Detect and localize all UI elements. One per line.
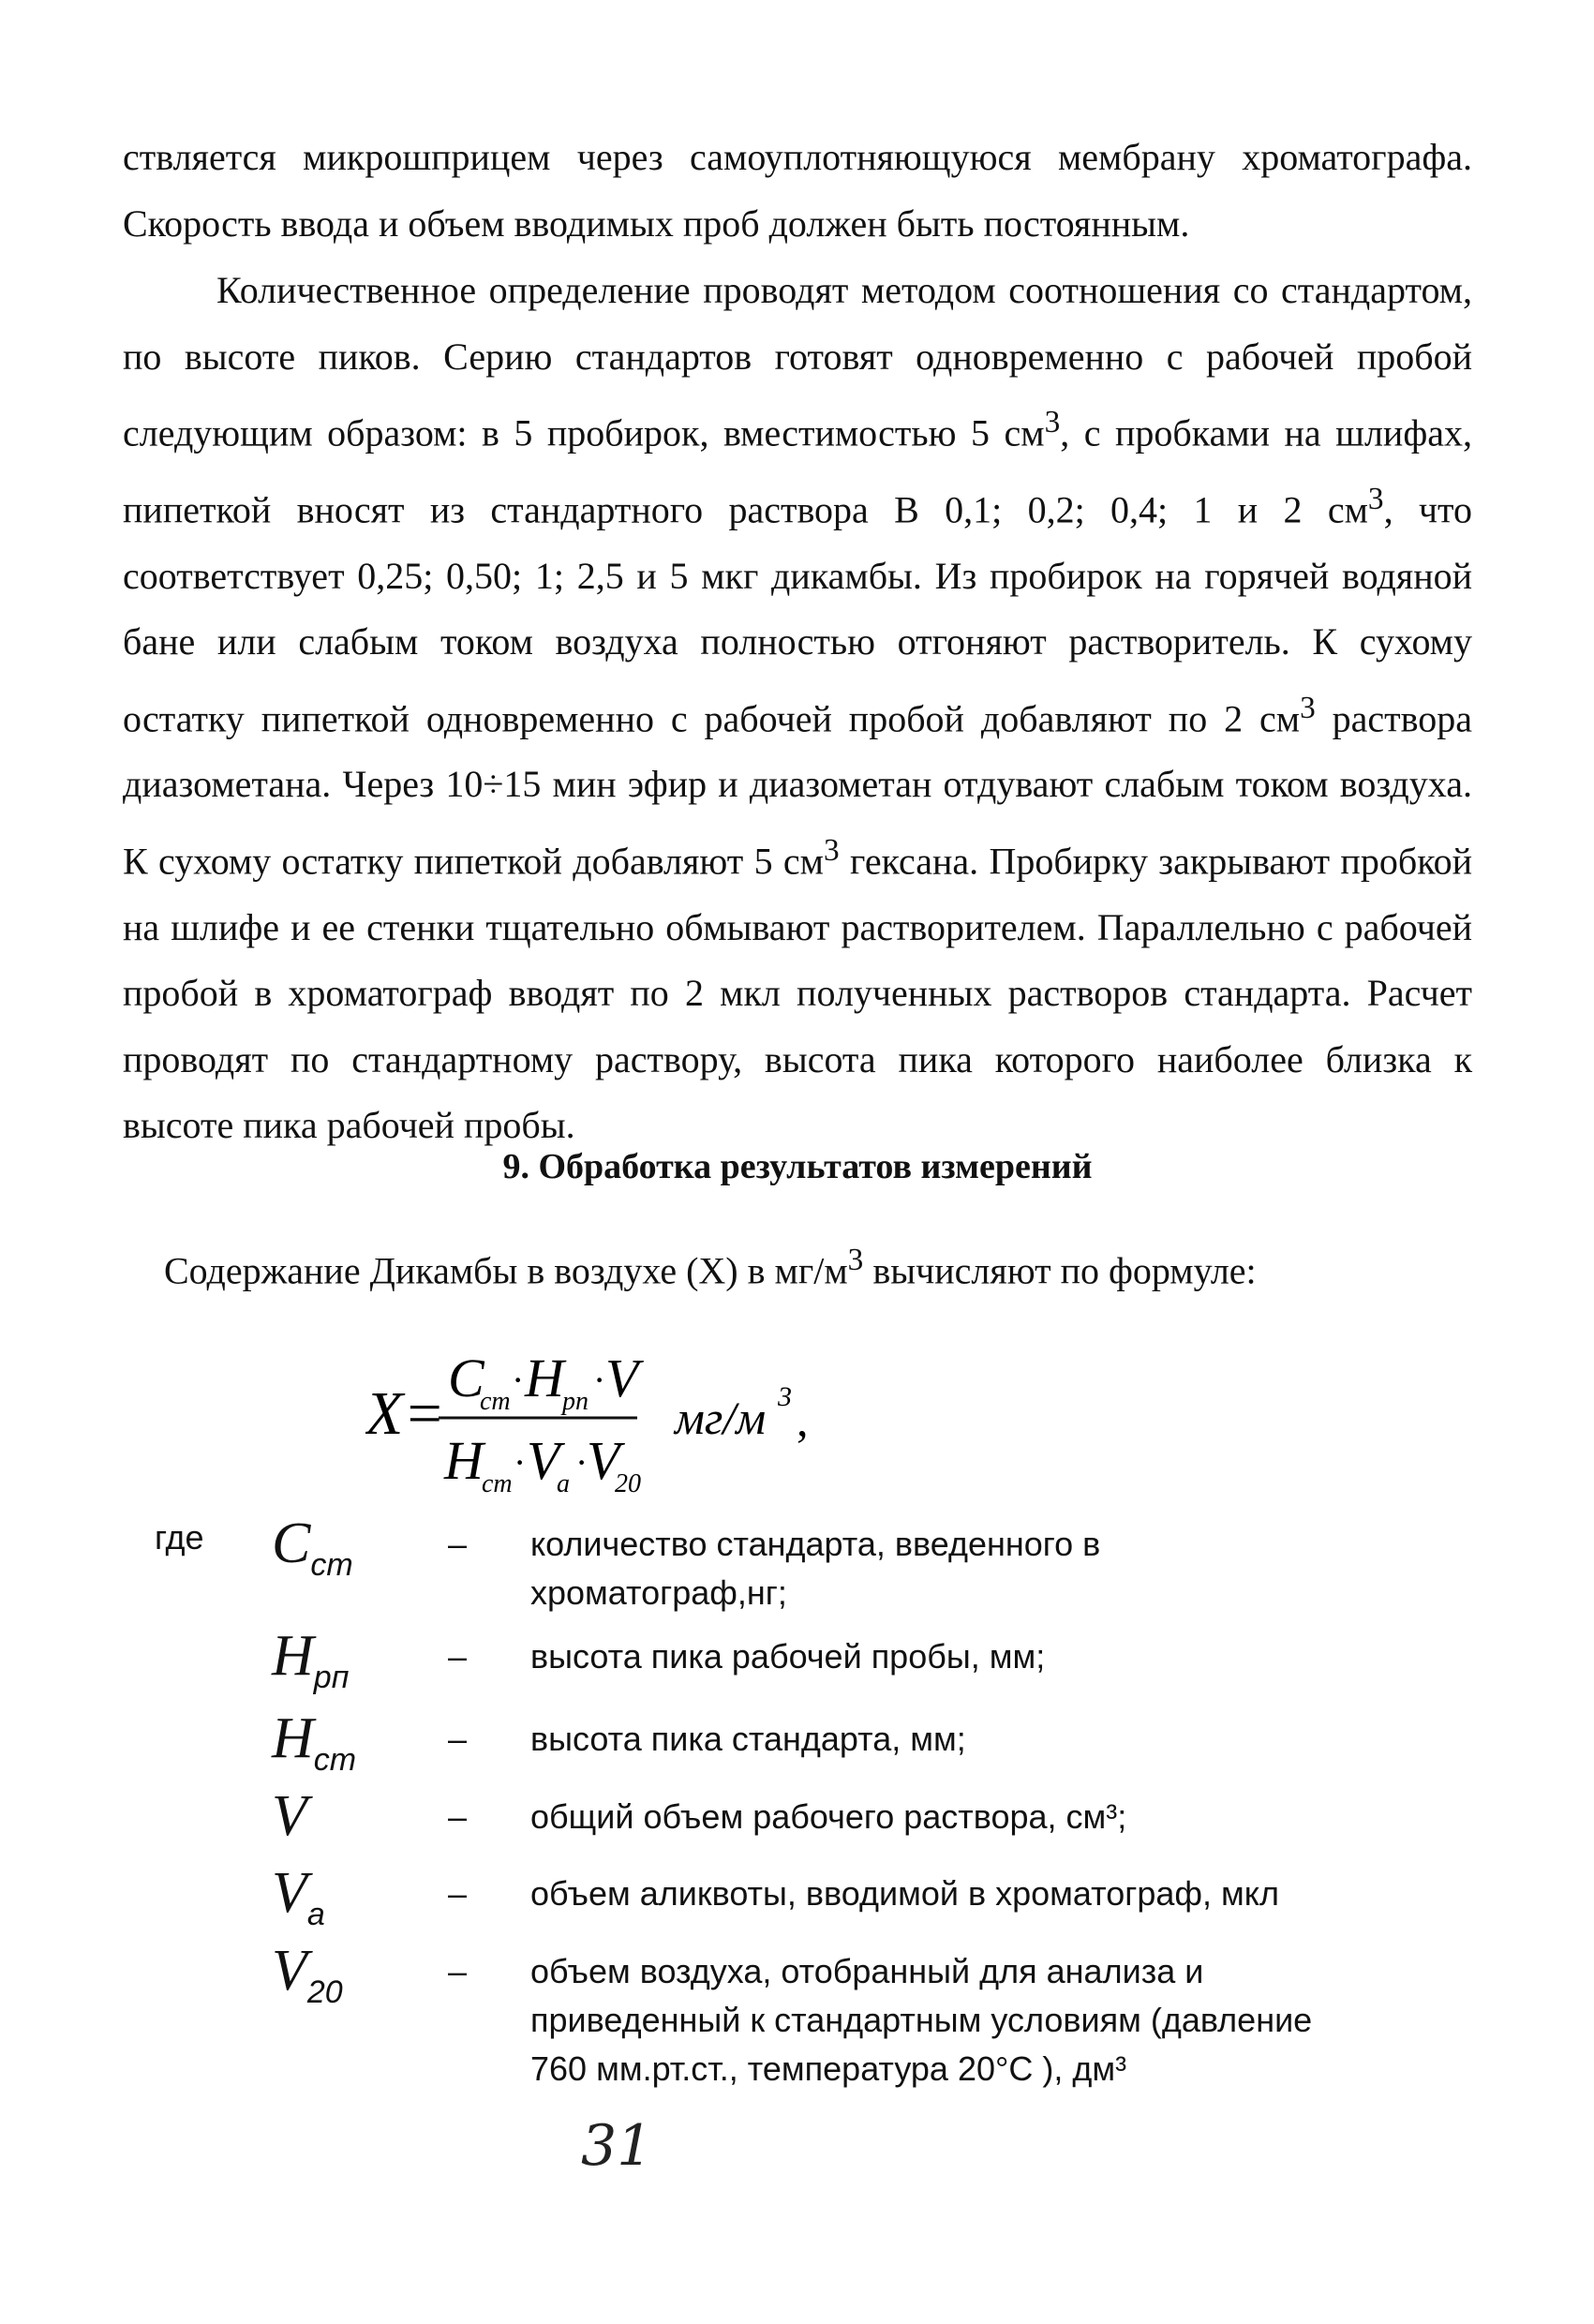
symbol-h-rp: $H_{рп}$ <box>272 1624 350 1695</box>
formula-unit-sup: 3 <box>778 1381 792 1412</box>
definition-text: высота пика стандарта, мм; <box>530 1720 966 1758</box>
definition-text: объем аликвоты, вводимой в хроматограф, мкл <box>530 1874 1279 1913</box>
paragraph-intro: ствляется микрошприцем через самоуплотняющуюся мембрану хроматографа. Скорость ввода и объем вводимых проб должен быть постоянным. <box>123 136 1472 245</box>
where-label: где <box>155 1518 204 1557</box>
num-V: V <box>605 1348 639 1408</box>
definition-dash: – <box>448 1952 468 1990</box>
lead-text-b: вычисляют по формуле: <box>863 1249 1257 1292</box>
section-heading: 9. Обработка результатов измерений <box>502 1147 1093 1186</box>
num-H: H <box>525 1348 564 1408</box>
num-H-sub: рп <box>562 1387 588 1416</box>
den-dot-2: · <box>575 1441 588 1483</box>
definition-dash: – <box>448 1525 468 1563</box>
definition-dash: – <box>448 1797 468 1836</box>
para-text-c: , что соответствует 0,25; 0,50; 1; 2,5 и 5 мкг дикамбы. Из пробирок на горячей водяной бане или слабым током воздуха полностью отгоняют растворитель. К сухому остатку пипеткой одновременно с рабочей пробой добавляют по 2 см <box>123 488 1472 739</box>
symbol-h-st: $H_{ст}$ <box>272 1706 357 1778</box>
para-text-d: раствора диазометана. Через 10÷15 мин эфир и диазометан отдувают слабым током воздуха. К сухому остатку пипеткой добавляют 5 см <box>123 696 1473 883</box>
page-number: 31 <box>581 2113 653 2179</box>
den-dot-1: · <box>514 1441 527 1483</box>
para-text-e: гексана. Пробирку закрывают пробкой на шлифе и ее стенки тщательно обмывают растворителем. Параллельно с рабочей пробой в хроматограф вводят по 2 мкл полученных растворов стандарта. Расчет проводят по стандартному раствору, высота пика которого наиболее близка к высоте пика рабочей пробы. <box>123 840 1472 1147</box>
superscript-3: 3 <box>823 832 840 868</box>
superscript-3: 3 <box>1367 481 1384 516</box>
num-C-sub: ст <box>480 1387 511 1416</box>
definition-text: высота пика рабочей пробы, мм; <box>530 1637 1046 1676</box>
paragraph-quantitative-method <box>123 258 1472 1159</box>
symbol-v-20: $V_{20}$ <box>272 1939 343 2010</box>
superscript-3: 3 <box>1300 690 1316 725</box>
symbol-v: V <box>272 1784 307 1848</box>
definition-text: количество стандарта, введенного в хроматограф,нг; <box>530 1525 1101 1612</box>
definition-dash: – <box>448 1637 468 1676</box>
den-V20-sub: 20 <box>615 1469 641 1498</box>
symbol-c-st: $C_{ст}$ <box>272 1512 353 1583</box>
definition-text: общий объем рабочего раствора, см³; <box>530 1797 1127 1836</box>
den-H-sub: ст <box>482 1469 513 1498</box>
para-text-a: Количественное определение проводят методом соотношения со стандартом, по высоте пиков. Серию стандартов готовят одновременно с рабочей пробой следующим образом: в 5 пробирок, вместимостью 5 см <box>123 269 1472 454</box>
concentration-formula <box>365 1321 890 1499</box>
formula-comma: , <box>797 1393 809 1446</box>
lead-text-a: Содержание Дикамбы в воздухе (X) в мг/м <box>164 1249 848 1292</box>
num-dot-1: · <box>512 1359 525 1401</box>
den-Va: V <box>527 1430 560 1491</box>
definition-dash: – <box>448 1874 468 1913</box>
den-V20: V <box>587 1430 620 1491</box>
definition-text: объем воздуха, отобранный для анализа и приведенный к стандартным условиям (давление 760 мм.рт.ст., температура 20°С ), дм³ <box>530 1952 1313 2088</box>
formula-lhs: X= <box>365 1379 445 1448</box>
num-C: C <box>448 1348 484 1408</box>
den-Va-sub: а <box>557 1469 570 1498</box>
definition-dash: – <box>448 1720 468 1758</box>
superscript-3: 3 <box>847 1243 864 1277</box>
symbol-v-a: $V_а$ <box>272 1861 325 1932</box>
num-dot-2: · <box>593 1359 606 1401</box>
superscript-3: 3 <box>1044 405 1061 439</box>
formula-unit: мг/м <box>675 1392 767 1444</box>
para-text-b: , с пробками на шлифах, пипеткой вносят из стандартного раствора В 0,1; 0,2; 0,4; 1 и 2 см <box>123 411 1473 531</box>
den-H: H <box>444 1430 484 1491</box>
formula-lead-text <box>164 1232 1457 1299</box>
